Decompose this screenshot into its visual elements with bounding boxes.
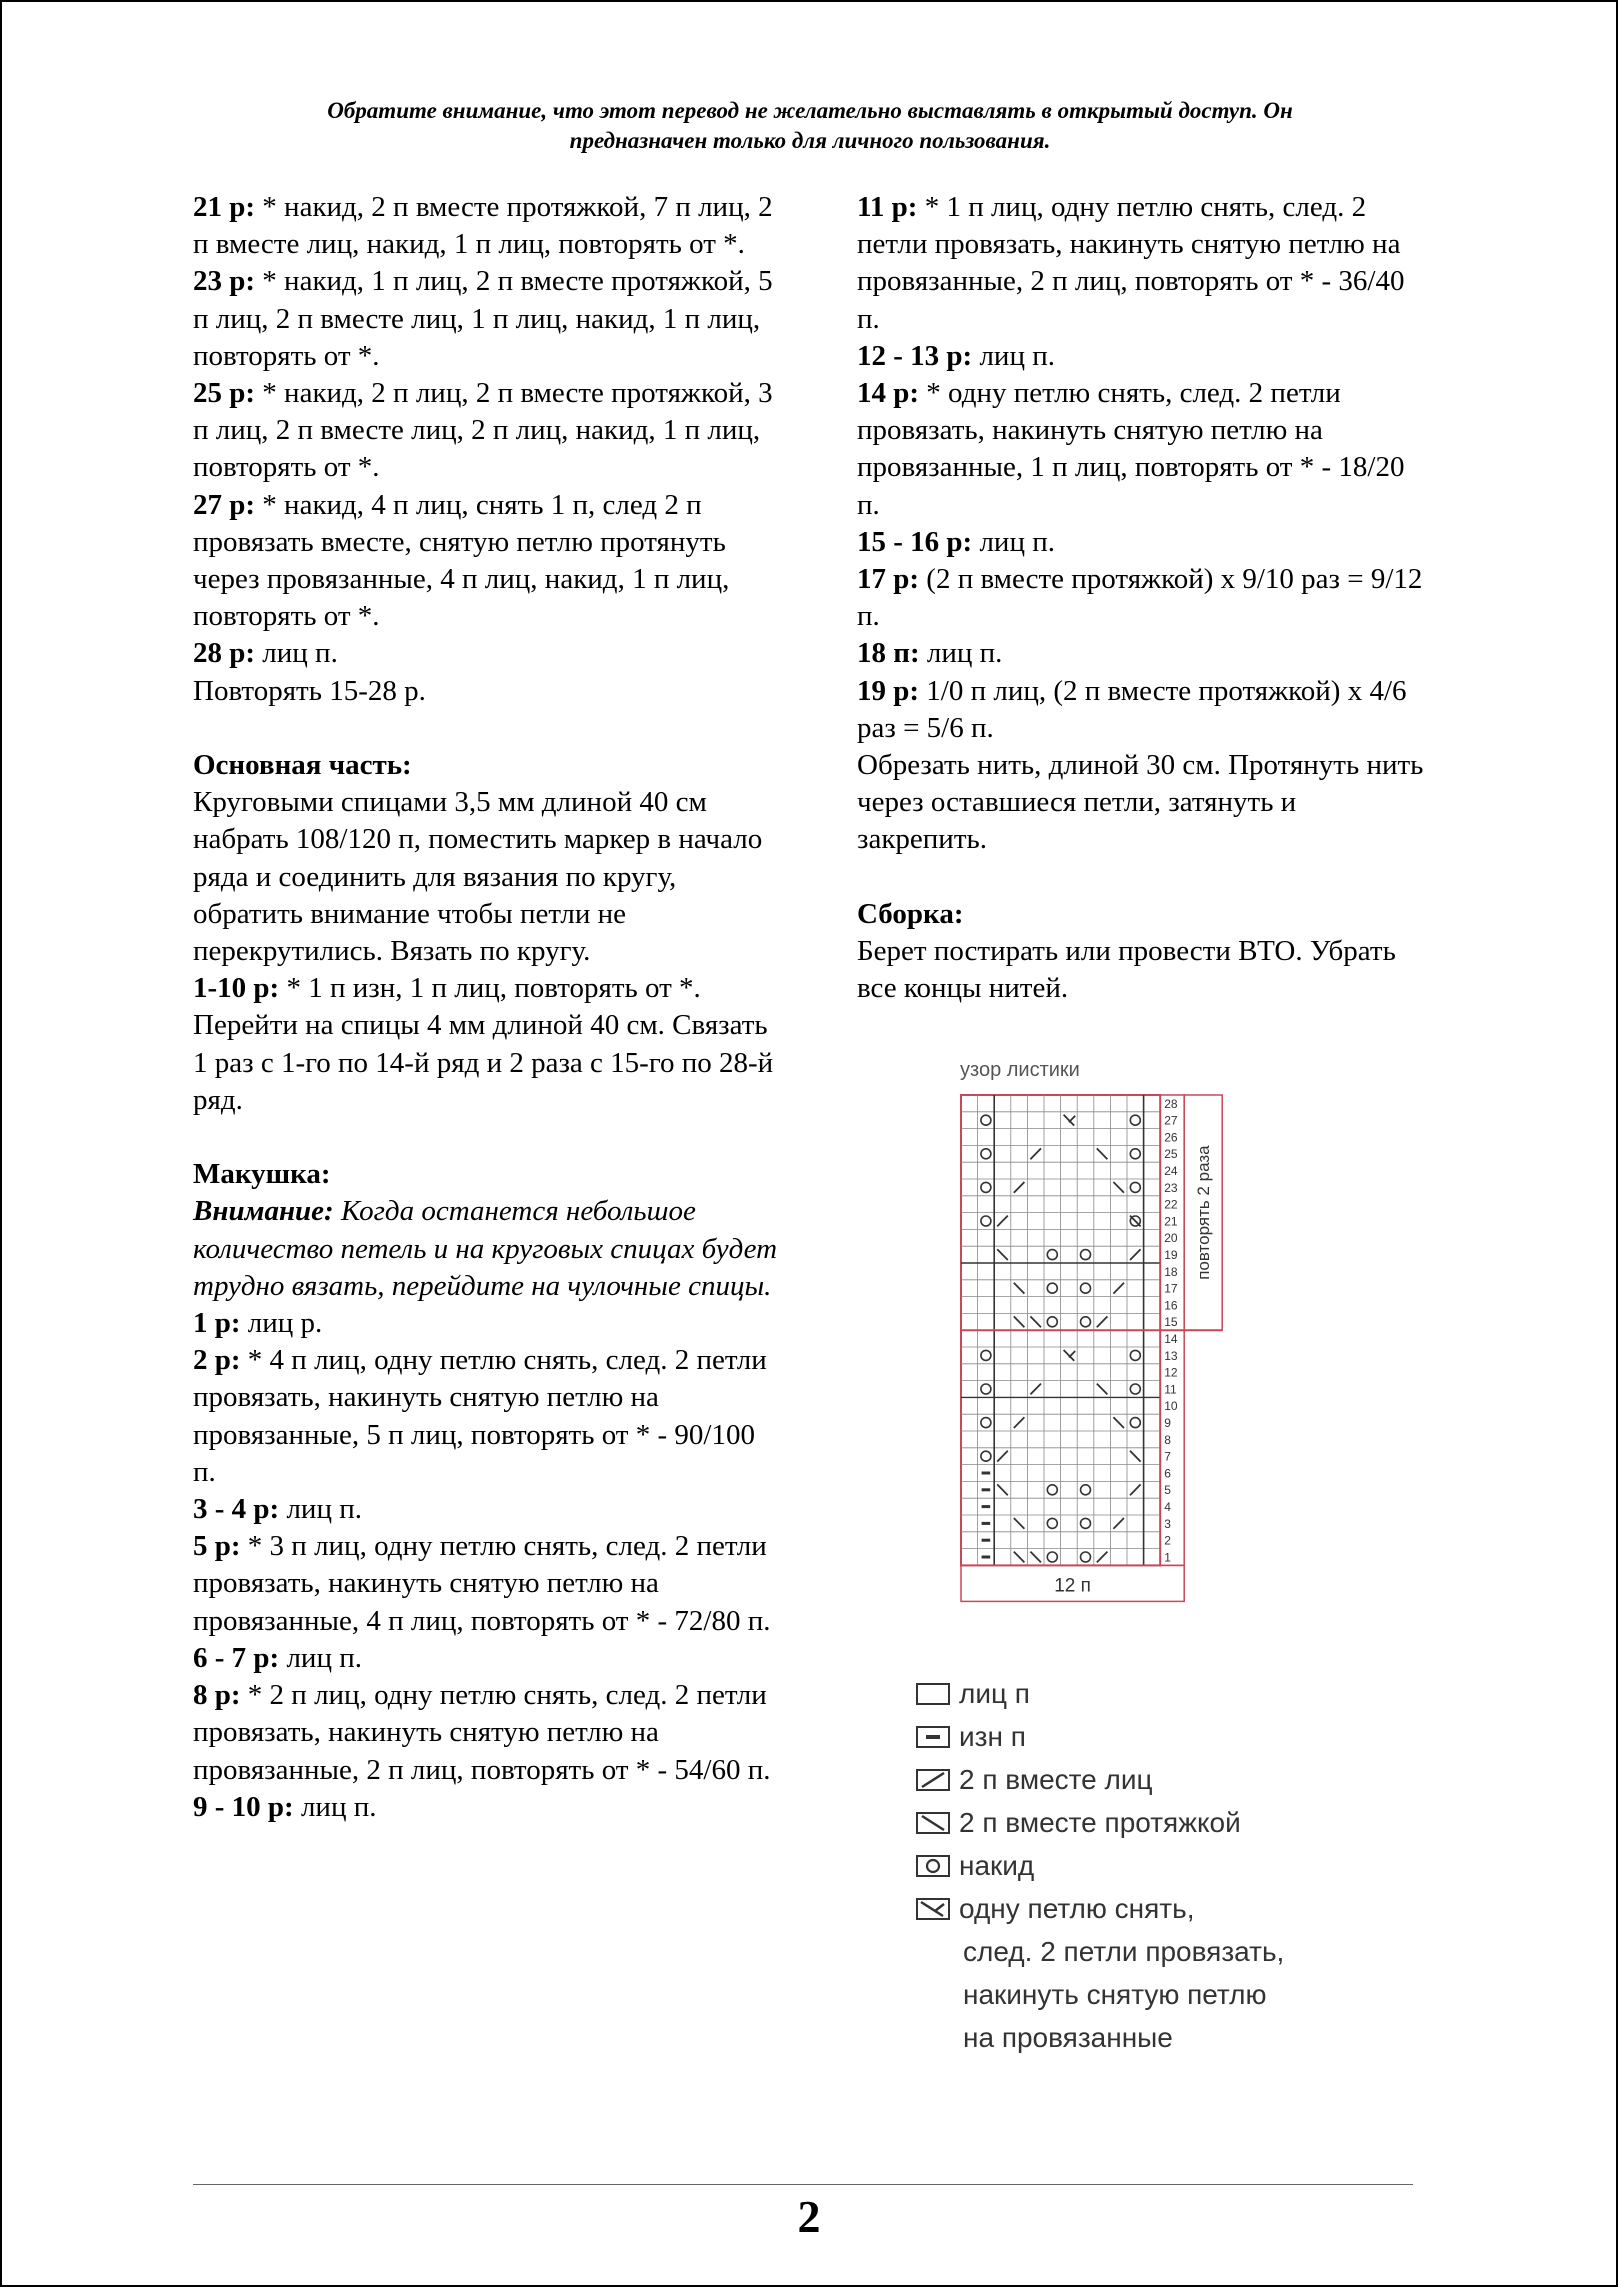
purl-mark bbox=[982, 1556, 991, 1559]
assembly-text: Берет постирать или провести ВТО. Убрать все концы нитей. bbox=[857, 935, 1396, 1005]
legend-knit: лиц п bbox=[915, 1672, 1284, 1715]
purl-mark bbox=[982, 1472, 991, 1475]
yarn-over-symbol-icon bbox=[915, 1854, 951, 1878]
row-25: 25 р: * накид, 2 п лиц, 2 п вместе протяжкой, 3 п лиц, 2 п вместе лиц, 2 п лиц, накид, 1 п лиц, повторять от *. bbox=[193, 377, 773, 484]
footer-rule bbox=[193, 2184, 1413, 2185]
repeat-label: повторять 2 раза bbox=[1194, 1145, 1214, 1280]
main-heading: Основная часть: bbox=[193, 749, 412, 782]
legend-double-dec-line-3: накинуть снятую петлю bbox=[963, 1979, 1267, 2010]
row-number: 7 bbox=[1164, 1449, 1171, 1464]
row-1-10: 1-10 р: * 1 п изн, 1 п лиц, повторять от *. bbox=[193, 972, 701, 1005]
row-number: 14 bbox=[1164, 1332, 1178, 1346]
row-number: 13 bbox=[1164, 1348, 1178, 1363]
knitting-chart bbox=[955, 1055, 1325, 1645]
right-column bbox=[857, 189, 1427, 1007]
purl-symbol-icon bbox=[915, 1725, 951, 1749]
row-number: 4 bbox=[1164, 1500, 1171, 1514]
row-number: 2 bbox=[1164, 1533, 1171, 1548]
crown-row-8: 8 р: * 2 п лиц, одну петлю снять, след. 2 петли провязать, накинуть снятую петлю на провязанные, 2 п лиц, повторять от * - 54/60 п. bbox=[193, 1679, 771, 1786]
row-number: 23 bbox=[1164, 1180, 1178, 1195]
crown-row-11: 11 р: * 1 п лиц, одну петлю снять, след. 2 петли провязать, накинуть снятую петлю на провязанные, 2 п лиц, повторять от * - 36/40 п. bbox=[857, 191, 1405, 335]
row-number: 3 bbox=[1164, 1516, 1171, 1531]
stitch-count-label: 12 п bbox=[1054, 1575, 1091, 1597]
row-number: 10 bbox=[1164, 1399, 1178, 1414]
left-column bbox=[193, 189, 783, 1826]
main-text: Круговыми спицами 3,5 мм длиной 40 см набрать 108/120 п, поместить маркер в начало ряда и соединить для вязания по кругу, обратить внимание чтобы петли не перекрутились. Вязать по кругу. bbox=[193, 786, 763, 968]
row-number: 25 bbox=[1164, 1147, 1178, 1162]
double-decrease-symbol-icon bbox=[915, 1897, 951, 1921]
row-number: 6 bbox=[1164, 1466, 1171, 1481]
legend-purl: изн п bbox=[915, 1715, 1284, 1758]
crown-row-18: 18 п: лиц п. bbox=[857, 637, 1003, 670]
crown-heading: Макушка: bbox=[193, 1158, 331, 1191]
crown-row-6-7: 6 - 7 р: лиц п. bbox=[193, 1641, 362, 1674]
legend-double-dec-line-4: на провязанные bbox=[963, 2022, 1173, 2053]
row-27: 27 р: * накид, 4 п лиц, снять 1 п, след 2 п провязать вместе, снятую петлю протянуть через провязанные, 4 п лиц, накид, 1 п лиц, повторять от *. bbox=[193, 488, 730, 633]
page-number: 2 bbox=[797, 2191, 821, 2242]
crown-row-14: 14 р: * одну петлю снять, след. 2 петли провязать, накинуть снятую петлю на провязанные, 1 п лиц, повторять от * - 18/20 п. bbox=[857, 377, 1405, 521]
row-number: 20 bbox=[1164, 1231, 1178, 1246]
k2tog-symbol-icon bbox=[915, 1768, 951, 1792]
ssk-symbol-icon bbox=[915, 1811, 951, 1835]
attention-note: Внимание: Когда останется небольшое количество петель и на круговых спицах будет трудно вязать, перейдите на чулочные спицы. bbox=[193, 1195, 778, 1302]
purl-mark bbox=[982, 1539, 991, 1542]
crown-row-9-10: 9 - 10 р: лиц п. bbox=[193, 1790, 377, 1823]
row-number: 8 bbox=[1164, 1432, 1171, 1447]
switch-needles-text: Перейти на спицы 4 мм длиной 40 см. Связать 1 раз с 1-го по 14-й ряд и 2 раза с 15-го по 28-й ряд. bbox=[193, 1009, 774, 1116]
crown-row-5: 5 р: * 3 п лиц, одну петлю снять, след. 2 петли провязать, накинуть снятую петлю на провязанные, 4 п лиц, повторять от * - 72/80 п. bbox=[193, 1530, 771, 1637]
purl-mark bbox=[982, 1505, 991, 1508]
crown-row-15-16: 15 - 16 р: лиц п. bbox=[857, 525, 1055, 558]
chart-title: узор листики bbox=[960, 1059, 1080, 1081]
row-number: 17 bbox=[1164, 1281, 1178, 1296]
purl-mark bbox=[982, 1522, 991, 1525]
row-28: 28 р: лиц п. bbox=[193, 637, 338, 670]
finish-text: Обрезать нить, длиной 30 см. Протянуть нить через оставшиеся петли, затянуть и закрепить. bbox=[857, 749, 1424, 856]
row-23: 23 р: * накид, 1 п лиц, 2 п вместе протяжкой, 5 п лиц, 2 п вместе лиц, 1 п лиц, накид, 1 п лиц, повторять от *. bbox=[193, 265, 773, 372]
notice-line-1: Обратите внимание, что этот перевод не желательно выставлять в открытый доступ. Он bbox=[327, 98, 1293, 123]
notice-line-2: предназначен только для личного пользования. bbox=[569, 128, 1051, 153]
legend-double-dec: одну петлю снять, bbox=[915, 1887, 1284, 1930]
crown-row-2: 2 р: * 4 п лиц, одну петлю снять, след. 2 петли провязать, накинуть снятую петлю на провязанные, 5 п лиц, повторять от * - 90/100 п. bbox=[193, 1344, 767, 1488]
crown-row-19: 19 р: 1/0 п лиц, (2 п вместе протяжкой) х 4/6 раз = 5/6 п. bbox=[857, 674, 1407, 744]
row-number: 28 bbox=[1164, 1096, 1178, 1111]
crown-row-12-13: 12 - 13 р: лиц п. bbox=[857, 339, 1055, 372]
row-number: 16 bbox=[1164, 1298, 1178, 1313]
row-number: 26 bbox=[1164, 1130, 1178, 1145]
row-number: 1 bbox=[1164, 1550, 1171, 1565]
row-number: 19 bbox=[1164, 1248, 1178, 1262]
row-number: 11 bbox=[1164, 1382, 1177, 1397]
row-number: 21 bbox=[1164, 1214, 1178, 1229]
crown-row-1: 1 р: лиц р. bbox=[193, 1307, 323, 1340]
crown-row-17: 17 р: (2 п вместе протяжкой) х 9/10 раз = 9/12 п. bbox=[857, 563, 1423, 633]
legend-double-dec-line-2: след. 2 петли провязать, bbox=[963, 1936, 1285, 1967]
row-number: 9 bbox=[1164, 1416, 1171, 1430]
row-number: 22 bbox=[1164, 1197, 1178, 1212]
repeat-note: Повторять 15-28 р. bbox=[193, 674, 426, 707]
purl-mark bbox=[982, 1488, 991, 1491]
crown-row-3-4: 3 - 4 р: лиц п. bbox=[193, 1493, 362, 1526]
legend-k2tog: 2 п вместе лиц bbox=[915, 1758, 1284, 1801]
row-number: 5 bbox=[1164, 1483, 1171, 1498]
row-number: 27 bbox=[1164, 1113, 1178, 1128]
row-number: 12 bbox=[1164, 1365, 1178, 1380]
row-21: 21 р: * накид, 2 п вместе протяжкой, 7 п лиц, 2 п вместе лиц, накид, 1 п лиц, повторять от *. bbox=[193, 191, 773, 261]
copyright-notice bbox=[140, 96, 1480, 156]
row-number: 24 bbox=[1164, 1164, 1178, 1178]
legend-ssk: 2 п вместе протяжкой bbox=[915, 1801, 1284, 1844]
legend-yo: накид bbox=[915, 1844, 1284, 1887]
row-number: 15 bbox=[1164, 1315, 1178, 1330]
row-number: 18 bbox=[1164, 1264, 1178, 1279]
assembly-heading: Сборка: bbox=[857, 897, 964, 930]
knit-symbol-icon bbox=[915, 1682, 951, 1706]
chart-legend bbox=[915, 1672, 1284, 2059]
